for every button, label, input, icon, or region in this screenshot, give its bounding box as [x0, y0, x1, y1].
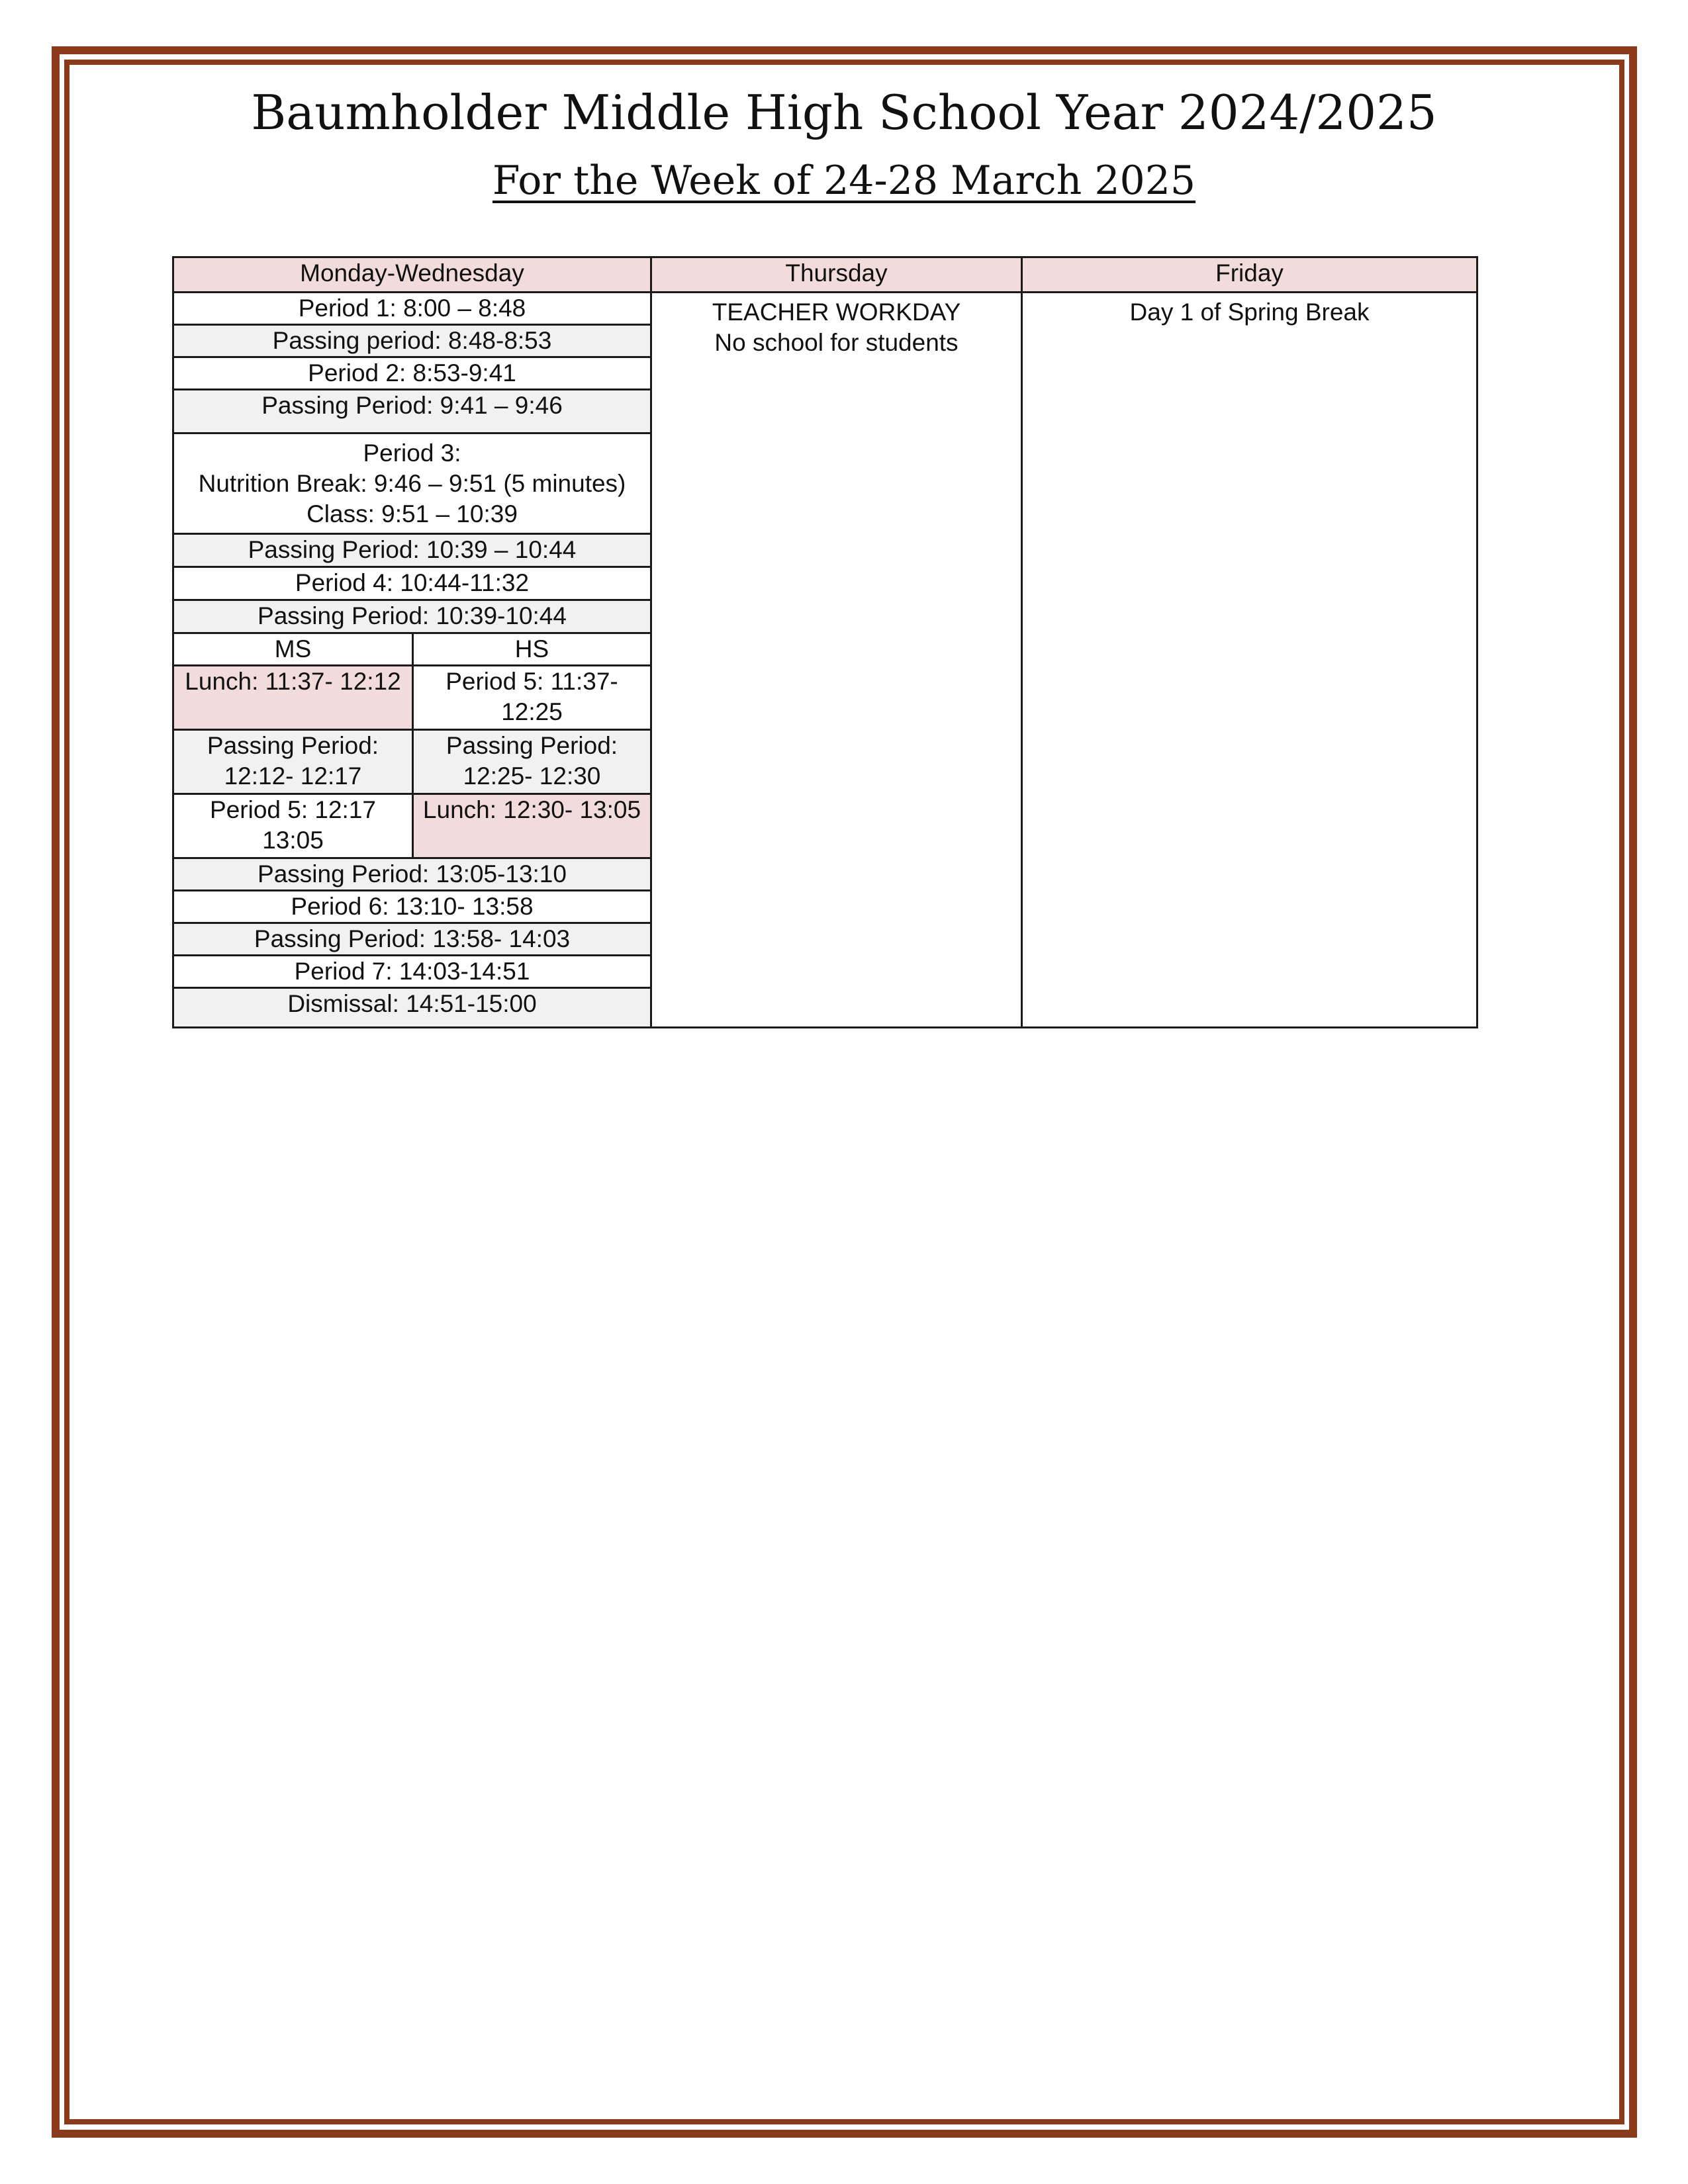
hs-period-5: Period 5: 11:37- 12:25 — [413, 666, 651, 730]
period-1: Period 1: 8:00 – 8:48 — [173, 293, 651, 325]
schedule-table — [172, 256, 1478, 1028]
period-7: Period 7: 14:03-14:51 — [173, 956, 651, 988]
passing-period-4: Passing Period: 10:39-10:44 — [173, 600, 651, 633]
page-title: Baumholder Middle High School Year 2024/2025 — [251, 85, 1437, 140]
hs-label: HS — [413, 633, 651, 666]
period-3-title: Period 3: — [363, 439, 461, 467]
passing-period-3: Passing Period: 10:39 – 10:44 — [173, 534, 651, 567]
header-thursday: Thursday — [651, 257, 1022, 293]
passing-period-5: Passing Period: 13:05-13:10 — [173, 858, 651, 891]
period-3-nutrition-break: Nutrition Break: 9:46 – 9:51 (5 minutes) — [198, 470, 626, 497]
passing-period-1: Passing period: 8:48-8:53 — [173, 325, 651, 357]
period-3 — [173, 433, 651, 534]
passing-period-6: Passing Period: 13:58- 14:03 — [173, 923, 651, 956]
ms-label: MS — [173, 633, 413, 666]
friday-line-1: Day 1 of Spring Break — [1129, 298, 1370, 326]
thursday-cell — [651, 293, 1022, 1028]
friday-cell — [1022, 293, 1477, 1028]
thursday-line-1: TEACHER WORKDAY — [712, 298, 961, 326]
ms-lunch: Lunch: 11:37- 12:12 — [173, 666, 413, 730]
period-3-class: Class: 9:51 – 10:39 — [306, 500, 518, 527]
period-4: Period 4: 10:44-11:32 — [173, 567, 651, 600]
subtitle-text: For the Week of 24-28 March 2025 — [492, 158, 1196, 204]
period-2: Period 2: 8:53-9:41 — [173, 357, 651, 390]
header-monday-wednesday: Monday-Wednesday — [173, 257, 651, 293]
dismissal: Dismissal: 14:51-15:00 — [173, 988, 651, 1028]
page-subtitle — [0, 151, 1688, 210]
header-friday: Friday — [1022, 257, 1477, 293]
ms-period-5: Period 5: 12:17 13:05 — [173, 794, 413, 858]
thursday-line-2: No school for students — [714, 329, 959, 356]
hs-lunch: Lunch: 12:30- 13:05 — [413, 794, 651, 858]
period-6: Period 6: 13:10- 13:58 — [173, 891, 651, 923]
ms-passing-period: Passing Period: 12:12- 12:17 — [173, 730, 413, 794]
passing-period-2: Passing Period: 9:41 – 9:46 — [173, 390, 651, 433]
hs-passing-period: Passing Period: 12:25- 12:30 — [413, 730, 651, 794]
